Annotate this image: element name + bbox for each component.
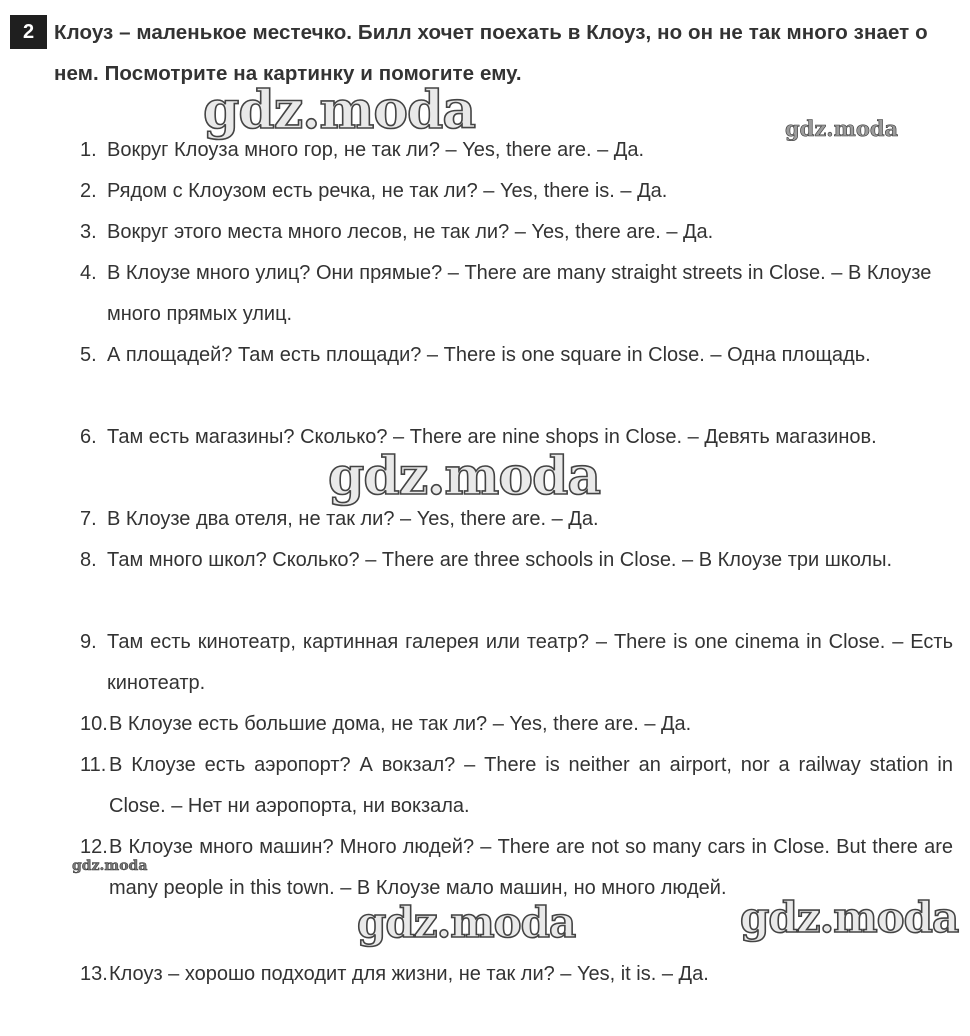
answer-item [80,704,953,745]
watermark-logo: gdz.moda [740,893,959,942]
answer-item [80,212,953,253]
answer-text: Вокруг Клоуза много гор, не так ли? – Yes, there are. – Да. [107,139,645,161]
answer-number: 10. [80,713,108,735]
answer-number: 12. [80,836,108,858]
answer-number: 2. [80,180,97,202]
answer-number: 6. [80,426,97,448]
task-title: Клоуз – маленькое местечко. Билл хочет поехать в Клоуз, но он не так много знает о нем. Посмотрите на картинку и помогите ему. [54,21,928,85]
answer-text: А площадей? Там есть площади? – There is one square in Close. – Одна площадь. [107,344,871,366]
answer-item [80,745,953,827]
watermark-logo: gdz.moda [328,446,601,507]
answer-text: Вокруг этого места много лесов, не так ли? – Yes, there are. – Да. [107,221,714,243]
answer-text: Рядом с Клоузом есть речка, не так ли? – Yes, there is. – Да. [107,180,668,202]
answer-number: 13. [80,963,108,985]
answer-number: 1. [80,139,97,161]
answer-number: 9. [80,631,97,653]
answer-number: 3. [80,221,97,243]
answer-item [80,954,953,995]
answer-text: Там есть кинотеатр, картинная галерея или театр? – There is one cinema in Close. – Есть кинотеатр. [107,631,953,694]
answer-text: В Клоузе много улиц? Они прямые? – There are many straight streets in Close. – В Клоузе много прямых улиц. [107,262,932,325]
watermark-logo: gdz.moda [785,116,899,141]
answer-text: Там много школ? Сколько? – There are three schools in Close. – В Клоузе три школы. [107,549,893,571]
answer-item [80,253,953,335]
answer-number: 8. [80,549,97,571]
answer-text: В Клоузе много машин? Много людей? – There are not so many cars in Close. But there are many people in this town. – В Клоузе мало машин, но много людей. [109,836,953,899]
answer-text: Там есть магазины? Сколько? – There are nine shops in Close. – Девять магазинов. [107,426,877,448]
answer-number: 4. [80,262,97,284]
answer-number: 5. [80,344,97,366]
answer-text: Клоуз – хорошо подходит для жизни, не так ли? – Yes, it is. – Да. [109,963,709,985]
answer-item [80,171,953,212]
watermark-logo: gdz.moda [72,858,148,874]
answer-number: 7. [80,508,97,530]
answer-number: 11. [80,754,107,776]
watermark-logo: gdz.moda [203,80,476,141]
answer-text: В Клоузе есть большие дома, не так ли? – Yes, there are. – Да. [109,713,692,735]
watermark-logo: gdz.moda [357,898,576,947]
answer-text: В Клоузе два отеля, не так ли? – Yes, there are. – Да. [107,508,599,530]
task-number-badge: 2 [10,15,47,49]
answer-item [80,540,953,581]
answer-text: В Клоузе есть аэропорт? А вокзал? – There is neither an airport, nor a railway station in Close. – Нет ни аэропорта, ни вокзала. [109,754,953,817]
answer-item [80,622,953,704]
answer-item [80,335,953,376]
